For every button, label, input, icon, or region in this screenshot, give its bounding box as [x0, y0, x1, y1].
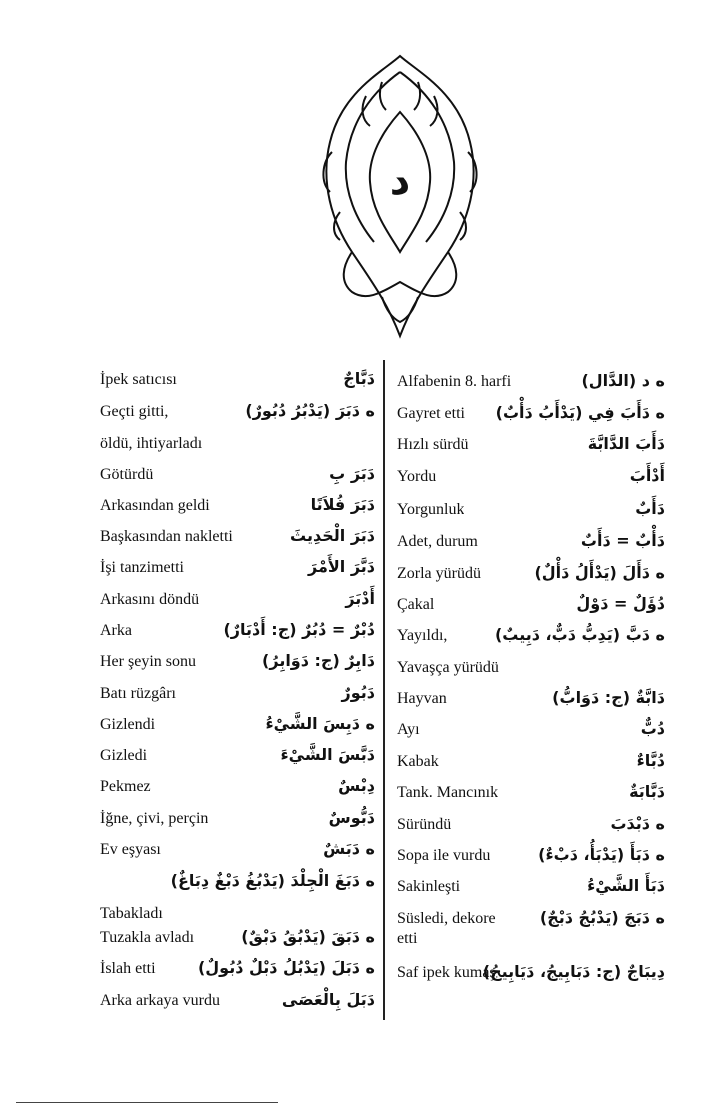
arabic-term: ه دَبَجَ (يَدْبُجُ دَبْجٌ) [539, 908, 665, 927]
dictionary-entry [397, 752, 665, 782]
turkish-meaning: Alfabenin 8. harfi [397, 373, 512, 390]
dictionary-entry [100, 928, 375, 958]
arabic-term: دُبَّاءٌ [636, 751, 665, 770]
arabic-term: أَدْبَرَ [345, 589, 375, 608]
arabic-term: ه دَبَغَ الْجِلْدَ (يَدْبُغُ دَبْغٌ دِبَاغٌ) [170, 871, 375, 890]
dictionary-entry [100, 496, 375, 526]
arabic-term: ه دَبَأَ (يَدْبَأُ، دَبْءٌ) [538, 845, 665, 864]
arabic-term: ه دَأَبَ فِي (يَدْأَبُ دَأْبٌ) [495, 403, 665, 422]
dictionary-entry [100, 777, 375, 807]
dictionary-entry [397, 689, 665, 719]
dictionary-entry [397, 720, 665, 750]
arabic-term: ه د (الدَّال) [581, 371, 665, 390]
dictionary-entry [397, 500, 665, 530]
dictionary-entry [100, 959, 375, 989]
arabic-term: دَأَبَ الدَّابَّةَ [587, 434, 665, 453]
dictionary-entry [397, 815, 665, 845]
arabic-term: ه دَبَقَ (يَدْبُقُ دَبْقٌ) [241, 927, 375, 946]
turkish-meaning: Tabakladı [100, 905, 163, 922]
turkish-meaning: Arkasını döndü [100, 591, 200, 608]
turkish-meaning: Süründü [397, 816, 452, 833]
arabic-term: دُؤَلٌ = دَوْلٌ [576, 594, 665, 613]
turkish-meaning: Geçti gitti, [100, 403, 169, 420]
arabic-term: دَبَّابَةٌ [629, 782, 665, 801]
turkish-meaning: Zorla yürüdü [397, 565, 481, 582]
turkish-meaning: Çakal [397, 596, 435, 613]
dictionary-entry [100, 872, 375, 902]
arabic-term: دَأَبٌ [635, 499, 665, 518]
turkish-meaning: Gizlendi [100, 716, 156, 733]
turkish-meaning: Süsledi, dekore etti [397, 910, 496, 947]
arabic-term: دُبٌّ [640, 719, 665, 738]
turkish-meaning: Arka [100, 622, 132, 639]
turkish-meaning: Arkasından geldi [100, 497, 210, 514]
arabic-term: دَبَلَ بِالْعَصَى [281, 990, 375, 1009]
turkish-meaning: İslah etti [100, 960, 156, 977]
turkish-meaning: İğne, çivi, perçin [100, 810, 209, 827]
arabic-term: ه دَبْدَبَ [610, 814, 665, 833]
dictionary-entry [100, 746, 375, 776]
turkish-meaning: öldü, ihtiyarladı [100, 435, 203, 452]
arabic-term: ه دَبَّ (يَدِبُّ دَبٌّ، دَبِيبٌ) [494, 625, 665, 644]
turkish-meaning: Hızlı sürdü [397, 436, 469, 453]
turkish-meaning: Yorgunluk [397, 501, 465, 518]
dictionary-entry [100, 434, 375, 464]
dictionary-entry [397, 372, 665, 402]
arabic-term: دَبَرَ فُلاَنًا [310, 495, 375, 514]
turkish-meaning: Tuzakla avladı [100, 929, 195, 946]
turkish-meaning: Sopa ile vurdu [397, 847, 491, 864]
arabic-term: ه دَبَشٌ [323, 839, 375, 858]
arabic-term: دَابَّةٌ (ج: دَوَابُّ) [552, 688, 665, 707]
arabic-term: أَدْأَبَ [629, 466, 665, 485]
turkish-meaning: Sakinleşti [397, 878, 461, 895]
column-divider [383, 360, 385, 1020]
dictionary-entry [100, 715, 375, 745]
turkish-meaning: Hayvan [397, 690, 447, 707]
arabic-term: ه دَأَلَ (يَدْأَلُ دَأْلٌ) [534, 563, 665, 582]
turkish-meaning: Batı rüzgârı [100, 685, 176, 702]
dictionary-entry [100, 465, 375, 495]
dictionary-entry [397, 877, 665, 907]
turkish-meaning: Yayıldı, [397, 627, 448, 644]
dictionary-entry [397, 658, 665, 688]
arabic-term: دَبَرَ بِ [329, 464, 375, 483]
chapter-ornament [312, 52, 488, 342]
turkish-meaning: Ayı [397, 721, 420, 738]
arabic-term: دَأْبٌ = دَأَبٌ [580, 531, 665, 550]
turkish-meaning: İpek satıcısı [100, 371, 177, 388]
turkish-meaning: Ev eşyası [100, 841, 161, 858]
turkish-meaning: Adet, durum [397, 533, 478, 550]
dictionary-entry [397, 532, 665, 562]
turkish-meaning: Gayret etti [397, 405, 465, 422]
footnote-rule [16, 1102, 278, 1103]
dictionary-entry [397, 626, 665, 656]
dictionary-entry [100, 684, 375, 714]
dictionary-entry [100, 621, 375, 651]
turkish-meaning: Kabak [397, 753, 439, 770]
turkish-meaning: Pekmez [100, 778, 151, 795]
turkish-meaning: Gizledi [100, 747, 148, 764]
turkish-meaning: Götürdü [100, 466, 154, 483]
turkish-meaning: Her şeyin sonu [100, 653, 196, 670]
dictionary-entry [100, 809, 375, 839]
arabic-term: دَبَرَ الْحَدِيثَ [290, 526, 375, 545]
arabic-term: دِبْسٌ [338, 776, 375, 795]
turkish-meaning: İşi tanzimetti [100, 559, 184, 576]
turkish-meaning: Yavaşça yürüdü [397, 659, 499, 676]
arabic-term: ه دَبَرَ (يَدْبُرُ دُبُورٌ) [245, 401, 375, 420]
turkish-meaning: Tank. Mancınık [397, 784, 499, 801]
arabic-term: ه دَبَلَ (يَدْبُلُ دَبْلٌ دُبُولٌ) [197, 958, 375, 977]
arabic-term: ه دَبِسَ الشَّيْءُ [265, 714, 375, 733]
turkish-meaning: Arka arkaya vurdu [100, 992, 220, 1009]
dictionary-entry [397, 908, 665, 947]
arabic-term: دَبَأَ الشَّيْءُ [587, 876, 665, 895]
arabic-term: دَبُّوسٌ [328, 808, 375, 827]
dictionary-entry [100, 991, 375, 1021]
dictionary-entry [397, 783, 665, 813]
dictionary-entry [397, 435, 665, 465]
turkish-meaning: Başkasından nakletti [100, 528, 233, 545]
arabic-term: دَبُورٌ [341, 683, 375, 702]
arabic-term: دَابِرٌ (ج: دَوَابِرُ) [262, 651, 375, 670]
chapter-letter: د [389, 158, 411, 204]
dictionary-entry [100, 840, 375, 870]
dictionary-entry [397, 846, 665, 876]
dictionary-entry [100, 527, 375, 557]
dictionary-entry [397, 963, 665, 993]
dictionary-entry [397, 595, 665, 625]
turkish-meaning: Yordu [397, 468, 437, 485]
dictionary-entry [100, 402, 375, 432]
dictionary-entry [100, 590, 375, 620]
dictionary-entry [100, 652, 375, 682]
dictionary-entry [397, 404, 665, 434]
arabic-term: دُبْرٌ = دُبُرٌ (ج: أَدْبَارٌ) [223, 620, 375, 639]
dictionary-entry [100, 370, 375, 400]
dictionary-entry [397, 467, 665, 497]
arabic-term: دَبَّرَ الأَمْرَ [308, 557, 375, 576]
arabic-term: دَبَّاجٌ [343, 369, 375, 388]
turkish-meaning: Saf ipek kumaş [397, 964, 496, 981]
dictionary-entry [100, 558, 375, 588]
arabic-term: دِيبَاجٌ (ج: دَبَابِيجُ، دَيَابِيجُ) [482, 962, 665, 981]
dictionary-entry [397, 564, 665, 594]
arabic-term: دَبَّسَ الشَّيْءَ [280, 745, 375, 764]
